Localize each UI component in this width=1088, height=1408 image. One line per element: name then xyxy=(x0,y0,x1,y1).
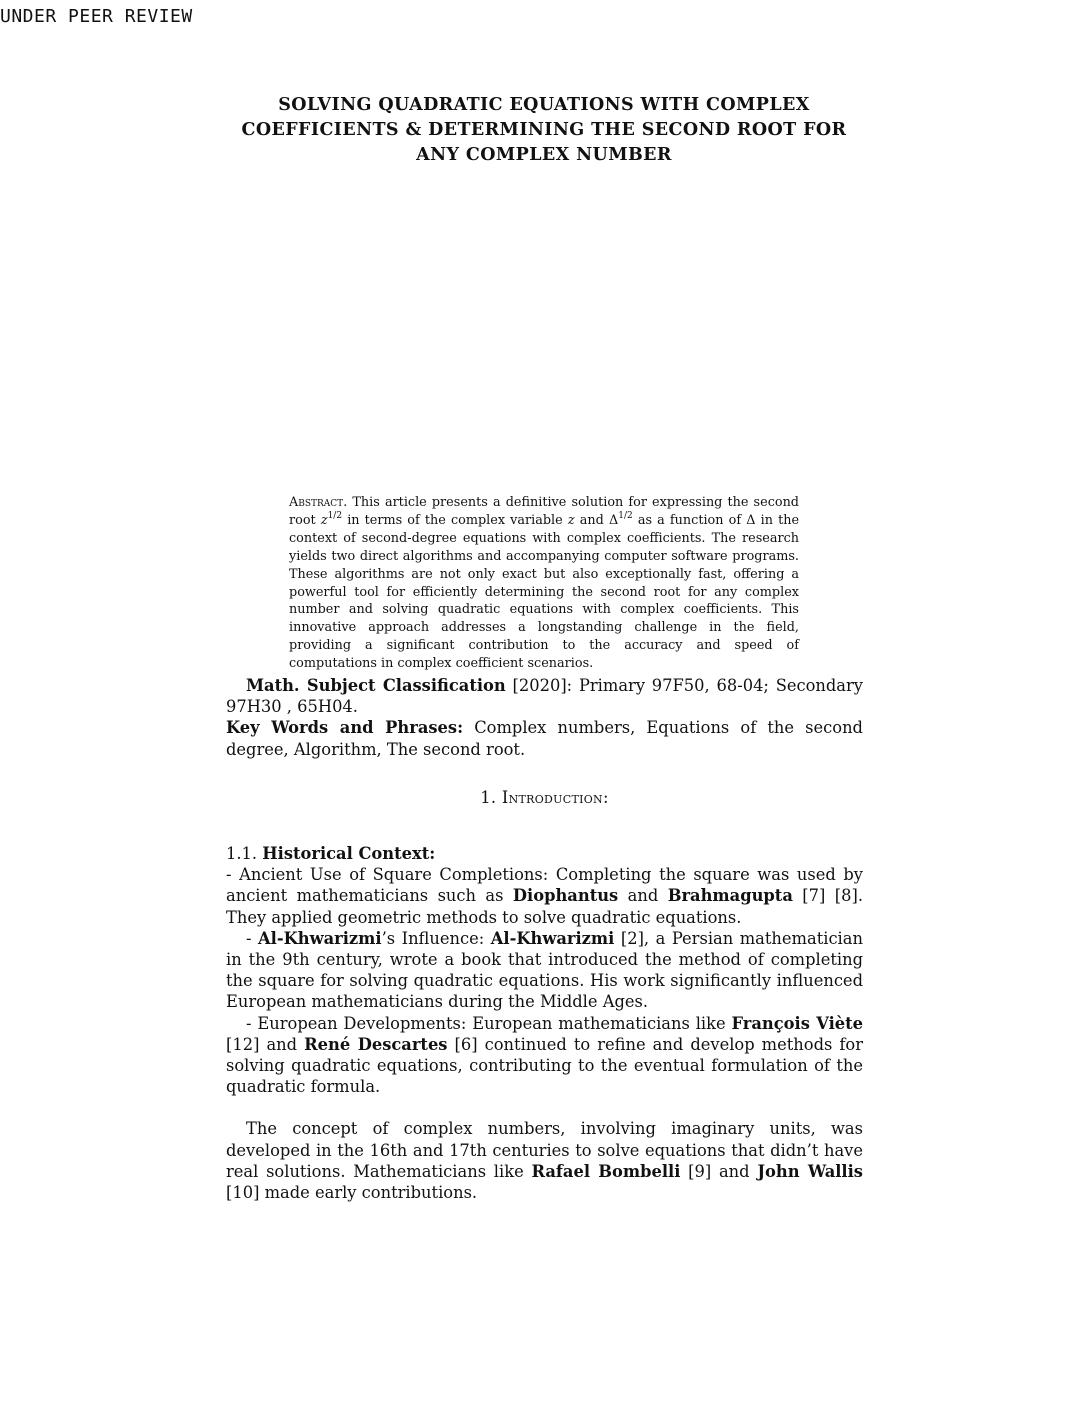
math-exponent: 1/2 xyxy=(618,510,633,521)
math-delta: Δ xyxy=(608,512,619,528)
abstract-text: as a function of xyxy=(637,512,742,528)
paragraph xyxy=(226,864,863,928)
abstract-text: This article presents a definitive solution for expressing the second root xyxy=(289,495,800,528)
paragraph xyxy=(226,1118,863,1203)
name-bold: Brahmagupta xyxy=(667,886,793,906)
subsection-title: Historical Context: xyxy=(262,844,436,864)
section-heading xyxy=(226,787,863,808)
keywords-text: Complex numbers, Equations of the second degree, Algorithm, The second root. xyxy=(226,718,863,759)
subsection-number: 1.1. xyxy=(226,844,258,864)
keywords-paragraph xyxy=(226,717,863,759)
paragraph-text: [6] continued to refine and develop methods for solving quadratic equations, contributing to the eventual formulation of the quadratic formula. xyxy=(226,1034,864,1097)
paragraph-text: The concept of complex numbers, involving imaginary units, was developed in the 16th and 17th centuries to solve equations that didn’t have real solutions. Mathematicians like xyxy=(226,1119,863,1181)
abstract-text: and xyxy=(579,512,604,528)
abstract-label: Abstract. xyxy=(289,495,348,510)
msc-text: [2020]: Primary 97F50, 68-04; Secondary 97H30 , 65H04. xyxy=(226,676,863,717)
paragraph-text: [9] and xyxy=(688,1161,750,1181)
name-bold: René Descartes xyxy=(304,1034,448,1054)
peer-review-watermark: UNDER PEER REVIEW xyxy=(0,6,193,27)
msc-label: Math. Subject Classification xyxy=(246,676,506,695)
msc-paragraph xyxy=(226,675,863,717)
paragraph-text: and xyxy=(627,886,659,906)
paper-title: SOLVING QUADRATIC EQUATIONS WITH COMPLEX COEFFICIENTS & DETERMINING THE SECOND ROOT FOR ANY COMPLEX NUMBER xyxy=(241,95,847,165)
paragraph-text: [7] [8]. They applied geometric methods to solve quadratic equations. xyxy=(226,886,864,927)
name-bold: Rafael Bombelli xyxy=(531,1161,681,1181)
name-bold: Al-Khwarizmi xyxy=(258,928,382,948)
name-bold: Al-Khwarizmi xyxy=(490,928,615,948)
abstract-text: in the context of second-degree equations with complex coefficients. The research yields two direct algorithms and accompanying computer software programs. These algorithms are not only exact but also exceptionally fast, offering a powerful tool for efficiently determining the second root for any complex number and solving quadratic equations with complex coefficients. This innovative approach addresses a longstanding challenge in the field, providing a significant contribution to the accuracy and speed of computations in complex coefficient scenarios. xyxy=(289,512,800,672)
paragraph-text: [12] and xyxy=(226,1034,298,1054)
main-text xyxy=(226,675,863,1203)
math-z: z xyxy=(567,512,575,528)
name-bold: Diophantus xyxy=(512,886,619,906)
paragraph-text: - xyxy=(246,928,252,948)
math-delta: Δ xyxy=(746,512,756,528)
paragraph-text: ’s Influence: xyxy=(381,928,485,948)
math-exponent: 1/2 xyxy=(327,510,343,521)
section-number: 1. xyxy=(480,787,497,807)
paragraph-text: - Ancient Use of Square Completions: Completing the square was used by ancient mathematicians such as xyxy=(226,865,863,906)
subsection-heading xyxy=(226,843,863,864)
paragraph-text: [10] made early contributions. xyxy=(226,1183,478,1203)
name-bold: François Viète xyxy=(731,1013,863,1033)
paragraph-text: [2], a Persian mathematician in the 9th century, wrote a book that introduced the method of completing the square for solving quadratic equations. His work significantly influenced European mathematicians during the Middle Ages. xyxy=(226,928,863,1012)
math-z: z xyxy=(320,512,328,528)
section-title: Introduction: xyxy=(501,787,609,807)
paragraph xyxy=(226,1013,863,1098)
abstract xyxy=(289,494,799,673)
paragraph-text: - European Developments: European mathematicians like xyxy=(246,1013,726,1033)
name-bold: John Wallis xyxy=(757,1161,863,1181)
keywords-label: Key Words and Phrases: xyxy=(226,718,464,738)
paragraph xyxy=(226,928,863,1013)
abstract-text: in terms of the complex variable xyxy=(347,512,563,528)
